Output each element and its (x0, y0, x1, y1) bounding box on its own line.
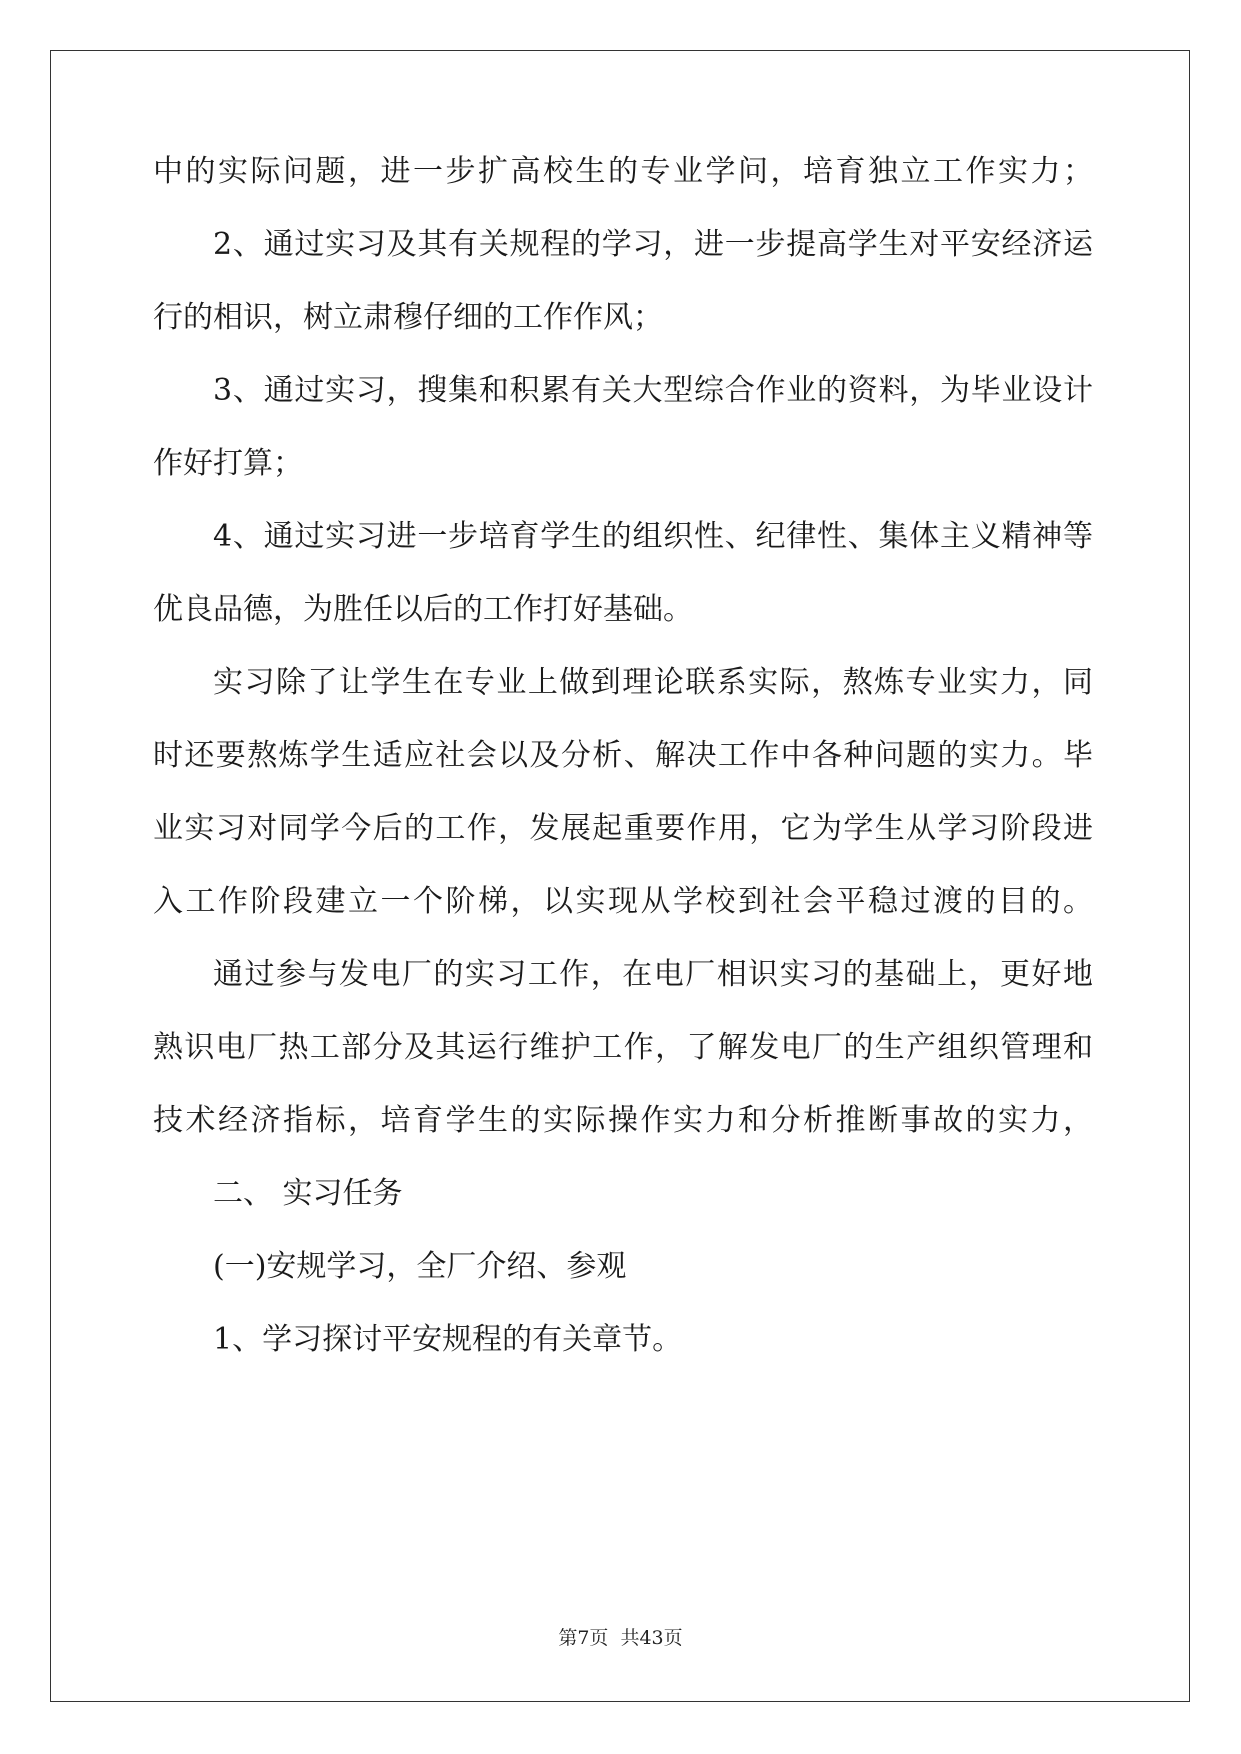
page-total: 共43页 (620, 1627, 683, 1649)
text-line: 2、通过实习及其有关规程的学习，进一步提高学生对平安经济运 (213, 227, 1093, 262)
text-line: 技术经济指标，培育学生的实际操作实力和分析推断事故的实力， (153, 1103, 1093, 1138)
text-line: 1、学习探讨平安规程的有关章节。 (213, 1322, 683, 1357)
text-line: 优良品德，为胜任以后的工作打好基础。 (153, 592, 693, 627)
text-line: 时还要熬炼学生适应社会以及分析、解决工作中各种问题的实力。毕 (153, 738, 1093, 773)
text-line: 业实习对同学今后的工作，发展起重要作用，它为学生从学习阶段进 (153, 811, 1093, 846)
page-footer (0, 1626, 1241, 1650)
page-number: 第7页 (558, 1627, 609, 1649)
text-line: 3、通过实习，搜集和积累有关大型综合作业的资料，为毕业设计 (213, 373, 1093, 408)
text-line: 熟识电厂热工部分及其运行维护工作，了解发电厂的生产组织管理和 (153, 1030, 1093, 1065)
section-heading: 二、 实习任务 (213, 1176, 403, 1211)
text-line: 行的相识，树立肃穆仔细的工作作风； (153, 300, 663, 335)
subsection-heading: (一)安规学习，全厂介绍、参观 (213, 1249, 627, 1284)
text-line: 作好打算； (153, 446, 303, 481)
text-line: 入工作阶段建立一个阶梯，以实现从学校到社会平稳过渡的目的。 (153, 884, 1093, 919)
text-line: 实习除了让学生在专业上做到理论联系实际，熬炼专业实力，同 (213, 665, 1093, 700)
text-line: 4、通过实习进一步培育学生的组织性、纪律性、集体主义精神等 (213, 519, 1093, 554)
text-line: 中的实际问题，进一步扩高校生的专业学问，培育独立工作实力； (153, 154, 1093, 189)
text-line: 通过参与发电厂的实习工作，在电厂相识实习的基础上，更好地 (213, 957, 1093, 992)
